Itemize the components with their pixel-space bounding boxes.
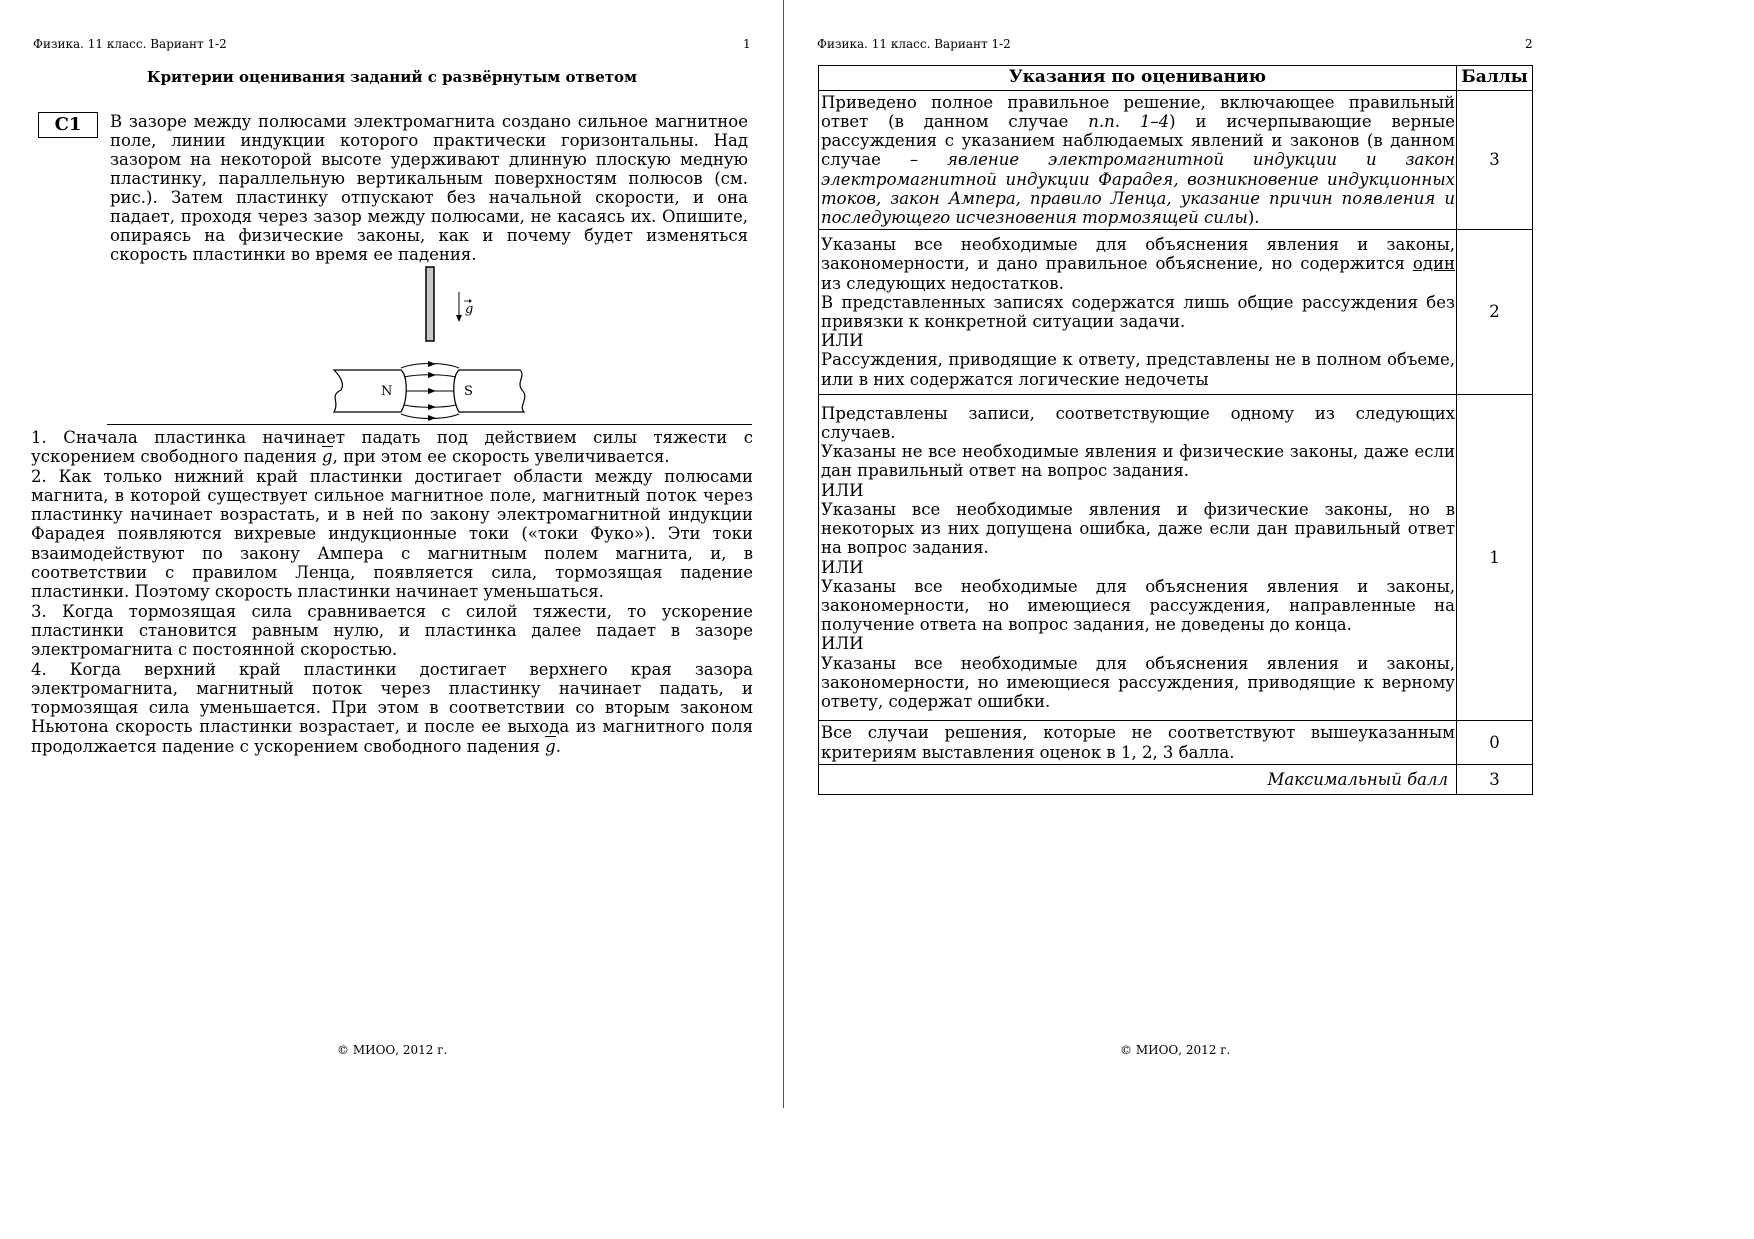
- column-header-instructions: Указания по оцениванию: [819, 66, 1457, 91]
- criteria-points: 1: [1457, 395, 1533, 721]
- magnet-pole-left: [334, 370, 406, 412]
- page-title: Критерии оценивания заданий с развёрнутым ответом: [146, 68, 638, 86]
- page-1: [0, 0, 784, 1108]
- criteria-points: 0: [1457, 721, 1533, 765]
- page-header-title: Физика. 11 класс. Вариант 1-2: [817, 37, 1011, 51]
- solution-text: [31, 428, 753, 756]
- pole-north-label: N: [381, 384, 393, 399]
- field-arrows: [428, 361, 436, 421]
- criteria-table: [818, 65, 1533, 795]
- gravity-vector-symbol: g: [545, 736, 556, 756]
- criteria-row-1: [819, 395, 1533, 721]
- page-footer: © МИОО, 2012 г.: [337, 1043, 448, 1057]
- criteria-row-2: [819, 230, 1533, 395]
- gravity-vector-symbol: g: [322, 447, 333, 467]
- page-number: 2: [1525, 37, 1533, 51]
- problem-statement: В зазоре между полюсами электромагнита создано сильное магнитное поле, линии индукции которого практически горизонтальны. Над зазором на некоторой высоте удерживают длинную плоскую медную пластинку, параллельную вертикальным поверхностям полюсов (см. рис.). Затем пластинку отпускают без начальной скорости, и она падает, проходя через зазор между полюсами, не касаясь их. Опишите, опираясь на физические законы, как и почему будет изменяться скорость пластинки во время ее падения.: [110, 112, 748, 264]
- criteria-row-0: [819, 721, 1533, 765]
- criteria-description: Приведено полное правильное решение, включающее правильный ответ (в данном случае п.п. 1–4) и исчерпывающие верные рассуждения с указанием наблюдаемых явлений и законов (в данном случае – явление электромагнитной индукции и закон электромагнитной индукции Фарадея, возникновение индукционных токов, закон Ампера, правило Ленца, указание причин появления и последующего исчезновения тормозящей силы).: [819, 91, 1457, 230]
- max-score-label: Максимальный балл: [819, 765, 1457, 795]
- solution-step-2: 2. Как только нижний край пластинки достигает области между полюсами магнита, в которой существует сильное магнитное поле, магнитный поток через пластинку начинает возрастать, и в ней по закону электромагнитной индукции Фарадея появляются вихревые индукционные токи («токи Фуко»). Эти токи взаимодействуют по закону Ампера с магнитным полем магнита, и, в соответствии с правилом Ленца, появляется сила, тормозящая падение пластинки. Поэтому скорость пластинки начинает уменьшаться.: [31, 466, 753, 602]
- column-header-points: Баллы: [1457, 66, 1533, 91]
- criteria-description: Указаны все необходимые для объяснения явления и законы, закономерности, и дано правильное объяснение, но содержится один из следующих недостатков. В представленных записях содержатся лишь общие рассуждения без привязки к конкретной ситуации задачи. ИЛИ Рассуждения, приводящие к ответу, представлены не в полном объеме, или в них содержатся логические недочеты: [819, 230, 1457, 395]
- solution-step-4: 4. Когда верхний край пластинки достигает верхнего края зазора электромагнита, магнитный поток через пластинку начинает падать, и тормозящая сила уменьшается. При этом в соответствии со вторым законом Ньютона скорость пластинки возрастает, и после ее выхода из магнитного поля продолжается падение с ускорением свободного падения g.: [31, 659, 753, 756]
- task-label: С1: [38, 112, 98, 138]
- page-header-title: Физика. 11 класс. Вариант 1-2: [33, 37, 227, 51]
- criteria-row-3: [819, 91, 1533, 230]
- page-number: 1: [743, 37, 751, 51]
- criteria-points: 3: [1457, 91, 1533, 230]
- table-header-row: [819, 66, 1533, 91]
- solution-step-1: 1. Сначала пластинка начинает падать под действием силы тяжести с ускорением свободного падения g, при этом ее скорость увеличивается.: [31, 428, 753, 467]
- page-footer: © МИОО, 2012 г.: [1120, 1043, 1231, 1057]
- gravity-arrow: [456, 292, 473, 322]
- section-divider: [107, 424, 752, 425]
- max-score-value: 3: [1457, 765, 1533, 795]
- criteria-description: Все случаи решения, которые не соответствуют вышеуказанным критериям выставления оценок в 1, 2, 3 балла.: [819, 721, 1457, 765]
- page-2: [785, 0, 1568, 1108]
- criteria-description: Представлены записи, соответствующие одному из следующих случаев. Указаны не все необходимые явления и физические законы, даже если дан правильный ответ на вопрос задания. ИЛИ Указаны все необходимые явления и физические законы, но в некоторых из них допущена ошибка, даже если дан правильный ответ на вопрос задания. ИЛИ Указаны все необходимые для объяснения явления и законы, закономерности, но имеющиеся рассуждения, направленные на получение ответа на вопрос задания, не доведены до конца. ИЛИ Указаны все необходимые для объяснения явления и законы, закономерности, но имеющиеся рассуждения, приводящие к верному ответу, содержат ошибки.: [819, 395, 1457, 721]
- pole-south-label: S: [464, 384, 473, 399]
- gravity-label: g: [465, 302, 474, 317]
- solution-step-3: 3. Когда тормозящая сила сравнивается с силой тяжести, то ускорение пластинки становится равным нулю, и пластинка далее падает в зазоре электромагнита с постоянной скоростью.: [31, 601, 753, 660]
- criteria-points: 2: [1457, 230, 1533, 395]
- max-score-row: [819, 765, 1533, 795]
- magnet-figure: [320, 264, 540, 424]
- copper-plate: [426, 267, 434, 341]
